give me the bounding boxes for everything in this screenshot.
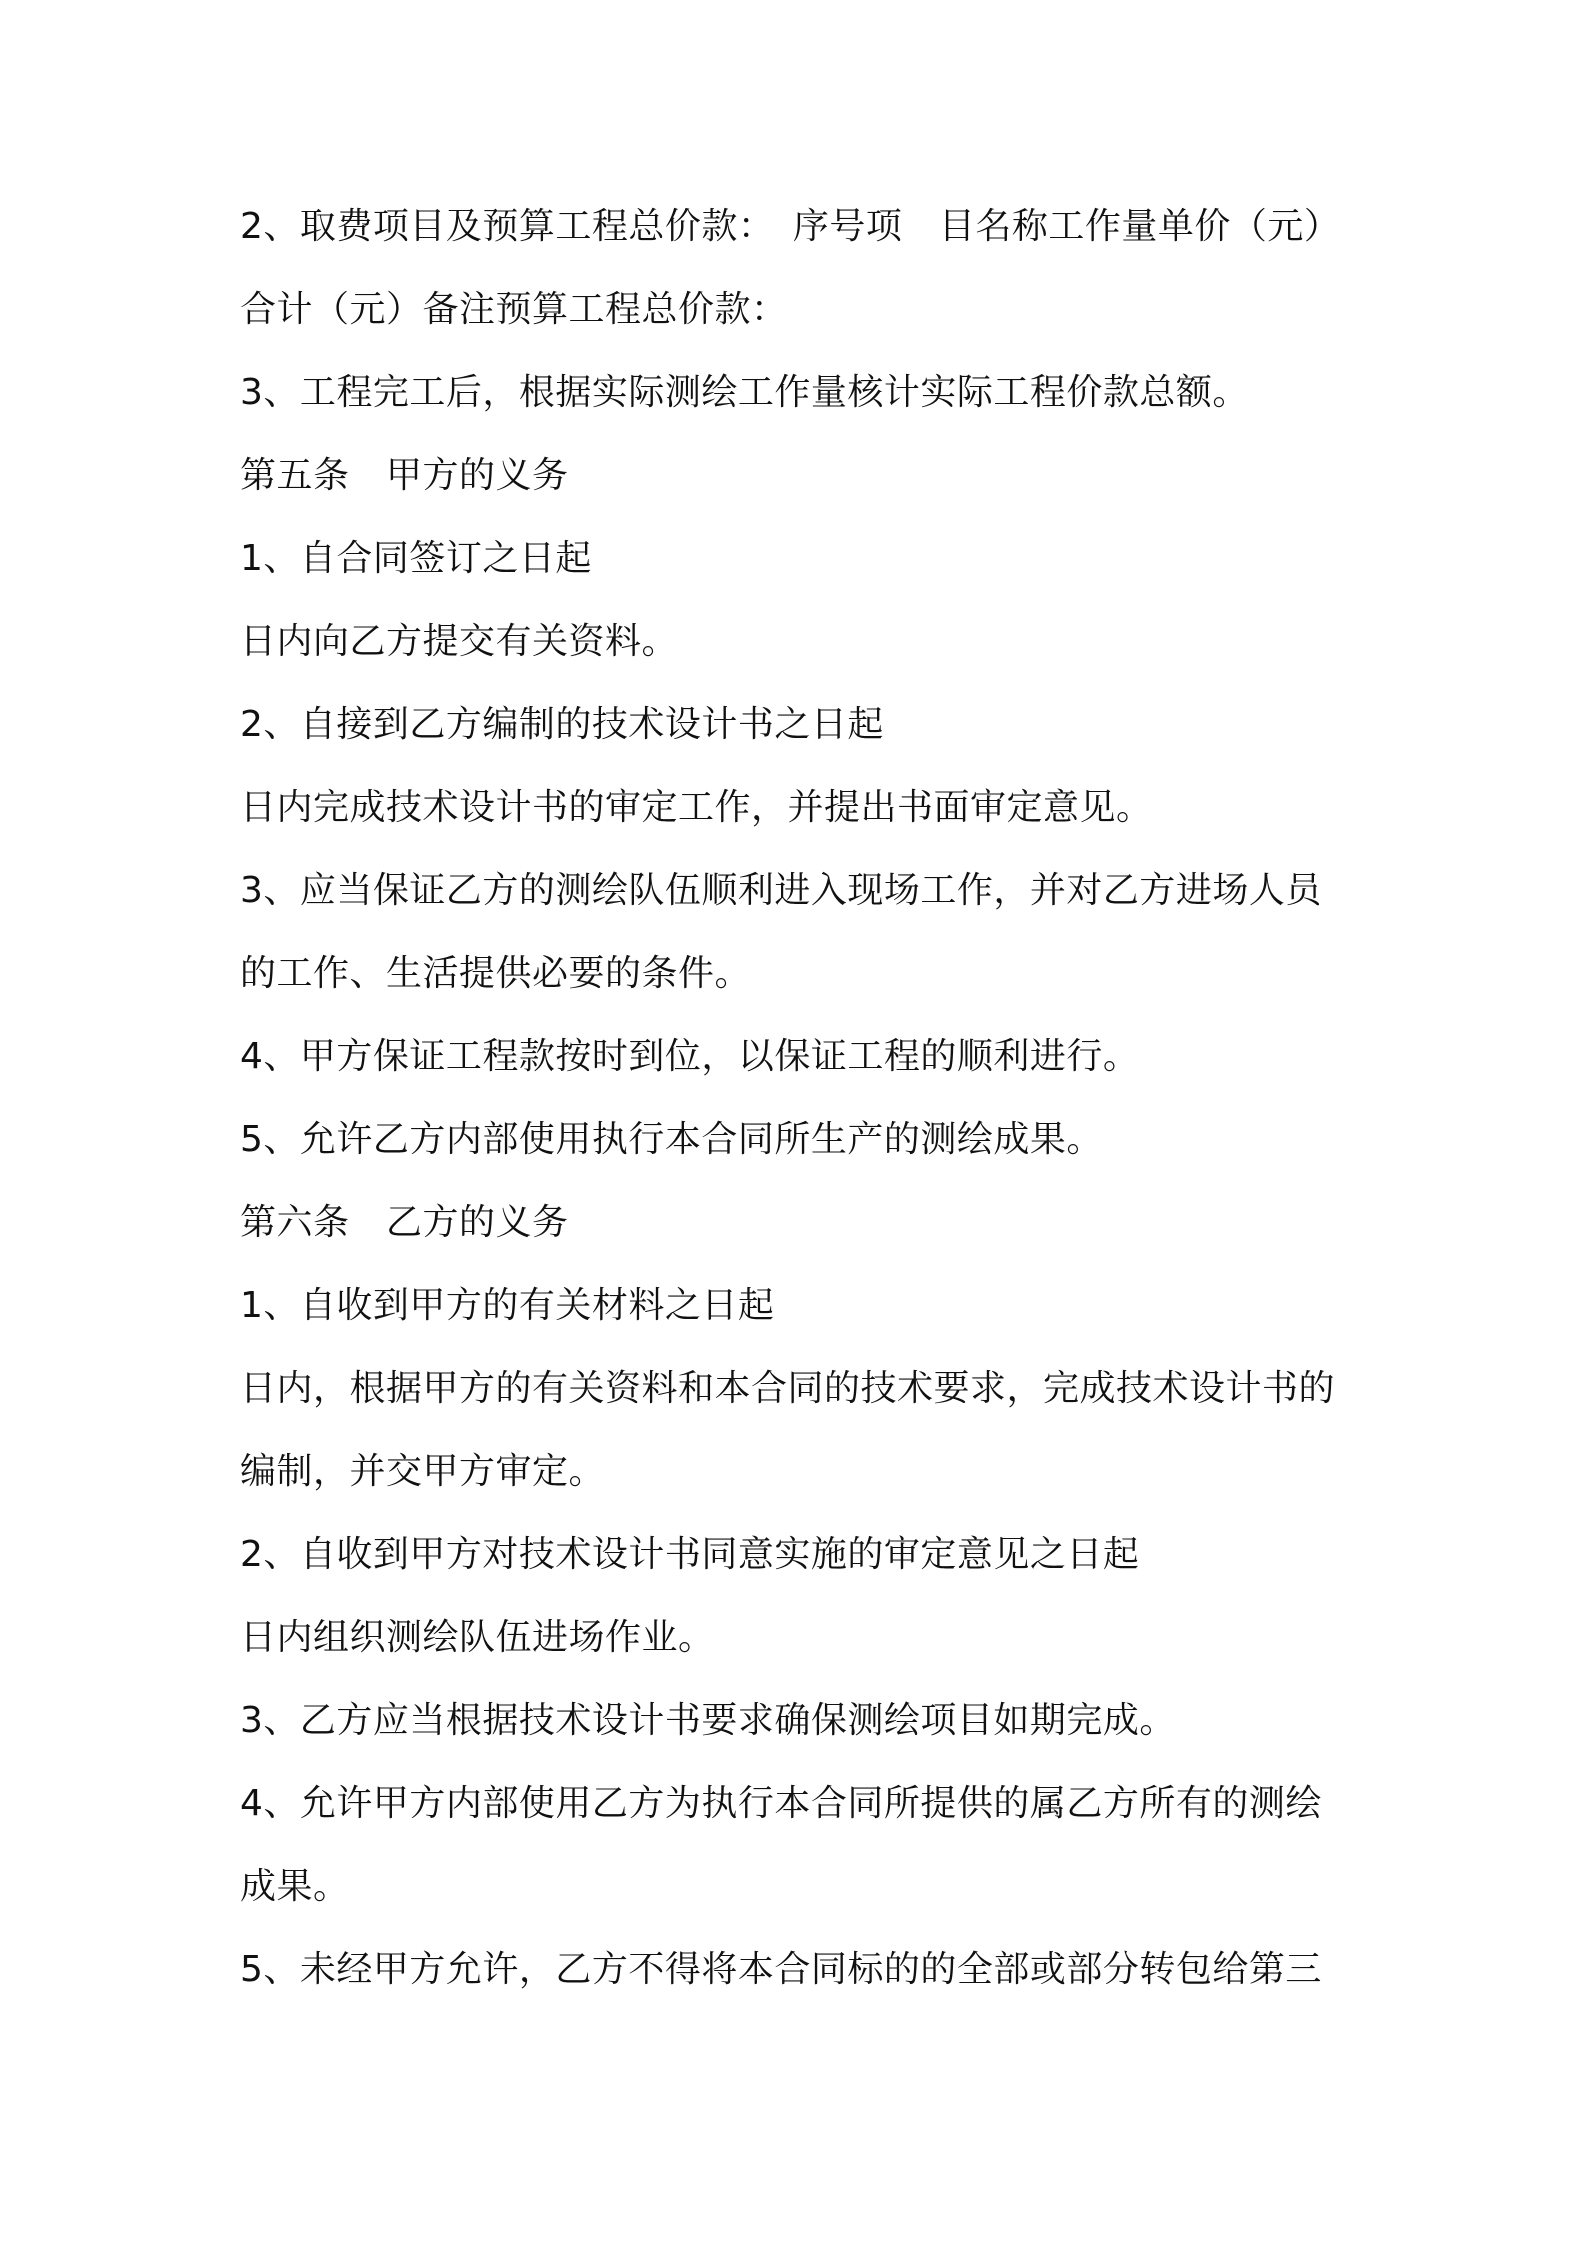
text-line: 的工作、生活提供必要的条件。 xyxy=(240,953,752,994)
text-line: 日内，根据甲方的有关资料和本合同的技术要求，完成技术设计书的 xyxy=(240,1368,1336,1409)
text-line: 编制，并交甲方审定。 xyxy=(240,1451,606,1492)
section-heading: 第六条 乙方的义务 xyxy=(240,1202,569,1243)
text-line: 4、允许甲方内部使用乙方为执行本合同所提供的属乙方所有的测绘 xyxy=(240,1783,1322,1824)
text-line: 1、自收到甲方的有关材料之日起 xyxy=(240,1285,775,1326)
section-heading: 第五条 甲方的义务 xyxy=(240,455,569,496)
text-line: 5、未经甲方允许，乙方不得将本合同标的的全部或部分转包给第三 xyxy=(240,1949,1322,1990)
text-line: 3、乙方应当根据技术设计书要求确保测绘项目如期完成。 xyxy=(240,1700,1176,1741)
text-line: 2、自接到乙方编制的技术设计书之日起 xyxy=(240,704,884,745)
text-line: 2、自收到甲方对技术设计书同意实施的审定意见之日起 xyxy=(240,1534,1140,1575)
text-line: 1、自合同签订之日起 xyxy=(240,538,592,579)
text-line: 合计（元）备注预算工程总价款： xyxy=(240,289,788,330)
text-line: 日内向乙方提交有关资料。 xyxy=(240,621,679,662)
text-line: 日内组织测绘队伍进场作业。 xyxy=(240,1617,715,1658)
text-line: 4、甲方保证工程款按时到位，以保证工程的顺利进行。 xyxy=(240,1036,1140,1077)
text-line: 2、取费项目及预算工程总价款： 序号项 目名称工作量单价（元） xyxy=(240,206,1341,247)
text-line: 3、应当保证乙方的测绘队伍顺利进入现场工作，并对乙方进场人员 xyxy=(240,870,1322,911)
text-line: 日内完成技术设计书的审定工作，并提出书面审定意见。 xyxy=(240,787,1153,828)
text-line: 成果。 xyxy=(240,1866,350,1907)
text-line: 3、工程完工后，根据实际测绘工作量核计实际工程价款总额。 xyxy=(240,372,1249,413)
text-line: 5、允许乙方内部使用执行本合同所生产的测绘成果。 xyxy=(240,1119,1103,1160)
